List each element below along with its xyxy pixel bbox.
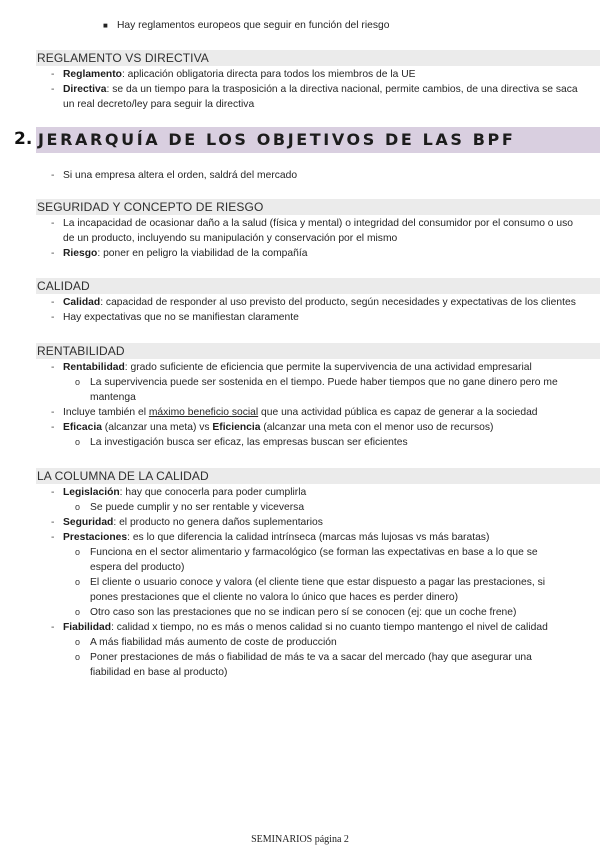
circle-bullet-icon: o [75, 607, 81, 617]
sub-list-item: o Otro caso son las prestaciones que no se indican pero sí se conocen (ej: que un coche frene) [75, 607, 517, 618]
list-item: - Directiva: se da un tiempo para la trasposición a la directiva nacional, permite cambios, de una directiva se saca un real decreto/ley para seguir la directiva [51, 84, 578, 110]
sub-list-item: o Se puede cumplir y no ser rentable y viceversa [75, 502, 305, 513]
circle-bullet-icon: o [75, 377, 81, 387]
sub-list-item: o La supervivencia puede ser sostenida en el tiempo. Puede haber tiempos que no gane dinero pero me mantenga [75, 377, 558, 403]
list-item: - La incapacidad de ocasionar daño a la salud (física y mental) o integridad del consumidor por el consumo o uso de un producto, incluyendo su manipulación y conservación por el mismo [51, 218, 573, 244]
dash-bullet-icon: - [51, 248, 55, 259]
section-heading-seguridad: SEGURIDAD Y CONCEPTO DE RIESGO [36, 199, 600, 215]
circle-bullet-icon: o [75, 637, 81, 647]
list-item: - Prestaciones: es lo que diferencia la calidad intrínseca (marcas más lujosas vs más baratas) [51, 532, 490, 543]
circle-bullet-icon: o [75, 577, 81, 587]
dash-bullet-icon: - [51, 69, 55, 80]
section-heading-rentabilidad: RENTABILIDAD [36, 343, 600, 359]
sub-list-item: o La investigación busca ser eficaz, las empresas buscan ser eficientes [75, 437, 408, 448]
list-item: - Calidad: capacidad de responder al uso previsto del producto, según necesidades y expectativas de los clientes [51, 297, 576, 308]
sub-list-item: o Poner prestaciones de más o fiabilidad de más te va a sacar del mercado (hay que asegurar una fiabilidad en base al producto) [75, 652, 532, 678]
section-heading-reglamento: REGLAMENTO VS DIRECTIVA [36, 50, 600, 66]
dash-bullet-icon: - [51, 170, 55, 181]
circle-bullet-icon: o [75, 502, 81, 512]
dash-bullet-icon: - [51, 532, 55, 543]
section-heading-calidad: CALIDAD [36, 278, 600, 294]
square-bullet-icon: ■ [103, 21, 108, 30]
list-item: - Eficacia (alcanzar una meta) vs Eficiencia (alcanzar una meta con el menor uso de recursos) [51, 422, 494, 433]
list-item: - Legislación: hay que conocerla para poder cumplirla [51, 487, 307, 498]
chapter-number: 2. [14, 129, 33, 149]
dash-bullet-icon: - [51, 84, 55, 95]
dash-bullet-icon: - [51, 312, 55, 323]
chapter-heading [14, 127, 600, 153]
sub-list-item: o El cliente o usuario conoce y valora (el cliente tiene que estar dispuesto a pagar las prestaciones, si pones prestaciones que el cliente no valora lo único que haces es perder dinero) [75, 577, 546, 603]
list-item: - Riesgo: poner en peligro la viabilidad de la compañía [51, 248, 308, 259]
list-item: - Seguridad: el producto no genera daños suplementarios [51, 517, 323, 528]
list-item: - Rentabilidad: grado suficiente de eficiencia que permite la supervivencia de una actividad empresarial [51, 362, 532, 373]
underlined-term: máximo beneficio social [148, 407, 259, 418]
list-item: - Fiabilidad: calidad x tiempo, no es más o menos calidad si no cuanto tiempo mantengo el nivel de calidad [51, 622, 548, 633]
dash-bullet-icon: - [51, 218, 55, 229]
list-item: - Si una empresa altera el orden, saldrá del mercado [51, 170, 298, 181]
dash-bullet-icon: - [51, 422, 55, 433]
dash-bullet-icon: - [51, 407, 55, 418]
chapter-title: JERARQUÍA DE LOS OBJETIVOS DE LAS BPF [38, 130, 516, 149]
dash-bullet-icon: - [51, 517, 55, 528]
sub-list-item: o Funciona en el sector alimentario y farmacológico (se forman las expectativas en base a lo que se espera del producto) [75, 547, 538, 573]
sub-list-item: o A más fiabilidad más aumento de coste de producción [75, 637, 337, 648]
dash-bullet-icon: - [51, 487, 55, 498]
dash-bullet-icon: - [51, 622, 55, 633]
dash-bullet-icon: - [51, 362, 55, 373]
circle-bullet-icon: o [75, 652, 81, 662]
list-item: - Incluye también el máximo beneficio social que una actividad pública es capaz de generar a la sociedad [51, 407, 538, 418]
list-item: - Hay expectativas que no se manifiestan claramente [51, 312, 299, 323]
circle-bullet-icon: o [75, 437, 81, 447]
section-heading-columna: LA COLUMNA DE LA CALIDAD [36, 468, 600, 484]
list-item: - Reglamento: aplicación obligatoria directa para todos los miembros de la UE [51, 69, 416, 80]
list-item: ■ Hay reglamentos europeos que seguir en función del riesgo [103, 20, 390, 31]
dash-bullet-icon: - [51, 297, 55, 308]
page-footer: SEMINARIOS página 2 [251, 834, 349, 845]
circle-bullet-icon: o [75, 547, 81, 557]
